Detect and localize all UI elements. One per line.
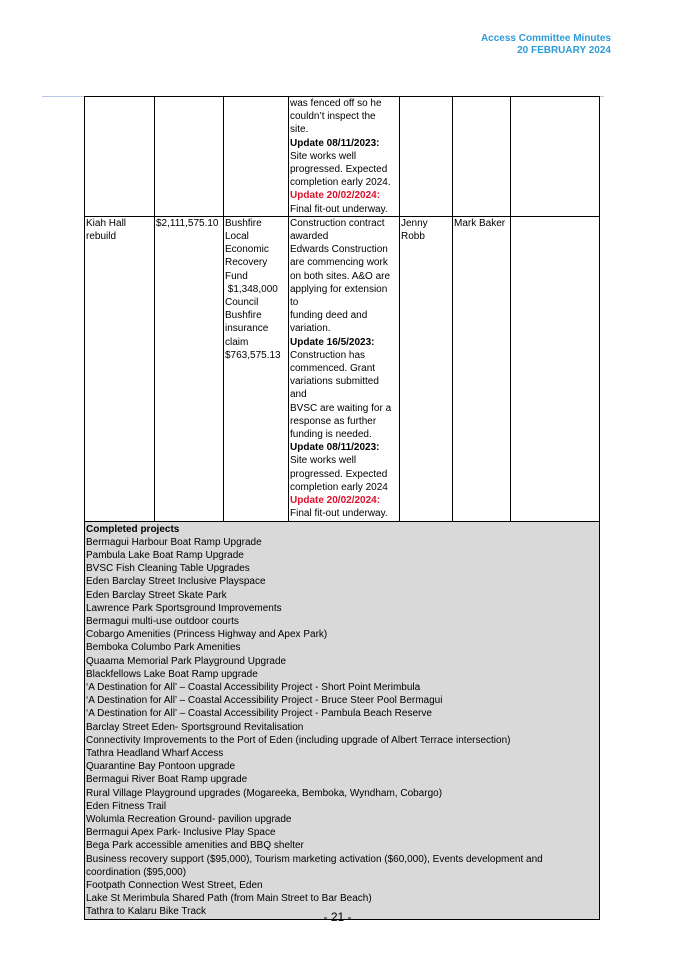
page-number: - 21 -: [323, 910, 352, 924]
list-item: Bermagui Apex Park- Inclusive Play Space: [86, 827, 276, 839]
list-item: BVSC Fish Cleaning Table Upgrades: [86, 563, 250, 575]
cell-comments: [511, 216, 600, 521]
status-line: was fenced off so he: [290, 98, 382, 109]
list-item: Quarantine Bay Pontoon upgrade: [86, 761, 235, 773]
completed-projects-cell: [85, 521, 600, 919]
list-item: ‘A Destination for All’ – Coastal Accessibility Project - Short Point Merimbula: [86, 681, 421, 693]
list-item: ‘A Destination for All’ – Coastal Accessibility Project - Pambula Beach Reserve: [86, 708, 432, 720]
update-label: Update 16/5/2023:: [290, 336, 375, 348]
list-item: Blackfellows Lake Boat Ramp upgrade: [86, 668, 258, 680]
funding-line: Economic: [225, 244, 269, 256]
list-item: Quaama Memorial Park Playground Upgrade: [86, 655, 287, 667]
list-item: Rural Village Playground upgrades (Mogareeka, Bemboka, Wyndham, Cobargo): [86, 787, 443, 799]
status-line: commenced. Grant: [290, 363, 376, 375]
header-title: Access Committee Minutes: [480, 33, 611, 44]
completed-projects-title: Completed projects: [86, 523, 180, 535]
list-item: Bermagui multi-use outdoor courts: [86, 615, 239, 627]
list-item: Barclay Street Eden- Sportsground Revitalisation: [86, 721, 304, 733]
cell-status: [289, 97, 400, 217]
status-line: variation.: [290, 323, 331, 335]
table-row-kiah-hall: [85, 216, 600, 521]
status-line: Construction has: [290, 349, 366, 361]
funding-line: $763,575.13: [225, 349, 281, 361]
status-line: couldn’t inspect the: [290, 111, 376, 123]
document-header: [481, 33, 611, 57]
list-item: Bermagui River Boat Ramp upgrade: [86, 774, 248, 786]
cell-officer: [400, 97, 453, 217]
list-item: Eden Barclay Street Skate Park: [86, 589, 227, 601]
funding-line: $1,348,000: [225, 283, 278, 295]
status-line: Final fit-out underway.: [290, 508, 388, 520]
table-row-continued: [85, 97, 600, 217]
status-line: completion early 2024.: [290, 177, 391, 189]
cell-comments: [511, 97, 600, 217]
status-line: progressed. Expected: [290, 468, 388, 480]
status-line: Construction contract: [290, 217, 385, 229]
cell-funding: [224, 97, 289, 217]
list-item: Connectivity Improvements to the Port of Eden (including upgrade of Albert Terrace intersection): [86, 734, 511, 746]
status-line: Site works well: [290, 455, 357, 467]
update-label-red: Update 20/02/2024:: [290, 190, 381, 202]
status-line: funding deed and: [290, 310, 368, 322]
funding-line: Fund: [225, 270, 248, 282]
status-line: completion early 2024: [290, 481, 388, 493]
cell-budget: $2,111,575.10: [155, 216, 224, 521]
cell-project: [85, 97, 155, 217]
projects-table: [84, 96, 600, 920]
status-line: Site works well: [290, 150, 357, 162]
status-line: variations submitted and: [290, 376, 379, 401]
table-row-completed: [85, 521, 600, 919]
list-item: Lake St Merimbula Shared Path (from Main Street to Bar Beach): [86, 893, 372, 905]
header-date: 20 FEBRUARY 2024: [517, 45, 611, 56]
list-item: Tathra to Kalaru Bike Track: [86, 906, 207, 918]
list-item: Bemboka Columbo Park Amenities: [86, 642, 241, 654]
list-item: Footpath Connection West Street, Eden: [86, 879, 263, 891]
status-line: awarded: [290, 231, 329, 243]
status-line: funding is needed.: [290, 429, 372, 441]
list-item: Bermagui Harbour Boat Ramp Upgrade: [86, 536, 262, 548]
status-line: on both sites. A&O are: [290, 270, 391, 282]
funding-line: Recovery: [225, 257, 268, 269]
status-line: response as further: [290, 415, 377, 427]
status-line: progressed. Expected: [290, 164, 388, 176]
list-item: Eden Fitness Trail: [86, 800, 167, 812]
list-item: Lawrence Park Sportsground Improvements: [86, 602, 282, 614]
cell-officer: Jenny Robb: [400, 216, 453, 521]
cell-director: [453, 97, 511, 217]
status-line: are commencing work: [290, 257, 388, 269]
cell-budget: [155, 97, 224, 217]
list-item: Eden Barclay Street Inclusive Playspace: [86, 576, 266, 588]
status-line: Final fit-out underway.: [290, 203, 388, 215]
list-item: Cobargo Amenities (Princess Highway and Apex Park): [86, 629, 328, 641]
list-item: Business recovery support ($95,000), Tourism marketing activation ($60,000), Events development and coordination ($95,000): [86, 853, 543, 878]
update-label-red: Update 20/02/2024:: [290, 495, 381, 507]
funding-line: Bushfire: [225, 310, 262, 322]
cell-director: Mark Baker: [453, 216, 511, 521]
status-line: Edwards Construction: [290, 244, 388, 256]
cell-status: [289, 216, 400, 521]
funding-line: claim: [225, 336, 249, 348]
funding-line: insurance: [225, 323, 269, 335]
cell-project: Kiah Hall rebuild: [85, 216, 155, 521]
list-item: Pambula Lake Boat Ramp Upgrade: [86, 549, 244, 561]
status-line: applying for extension to: [290, 283, 388, 309]
funding-line: Council: [225, 297, 259, 309]
list-item: Tathra Headland Wharf Access: [86, 747, 224, 759]
list-item: Wolumla Recreation Ground- pavilion upgrade: [86, 813, 292, 825]
funding-line: Bushfire Local: [225, 217, 262, 243]
list-item: Bega Park accessible amenities and BBQ shelter: [86, 840, 304, 852]
update-label: Update 08/11/2023:: [290, 137, 380, 149]
status-line: BVSC are waiting for a: [290, 402, 392, 414]
status-line: site.: [290, 124, 309, 136]
update-label: Update 08/11/2023:: [290, 442, 380, 454]
cell-funding: [224, 216, 289, 521]
list-item: ‘A Destination for All’ – Coastal Accessibility Project - Bruce Steer Pool Bermagui: [86, 695, 443, 707]
